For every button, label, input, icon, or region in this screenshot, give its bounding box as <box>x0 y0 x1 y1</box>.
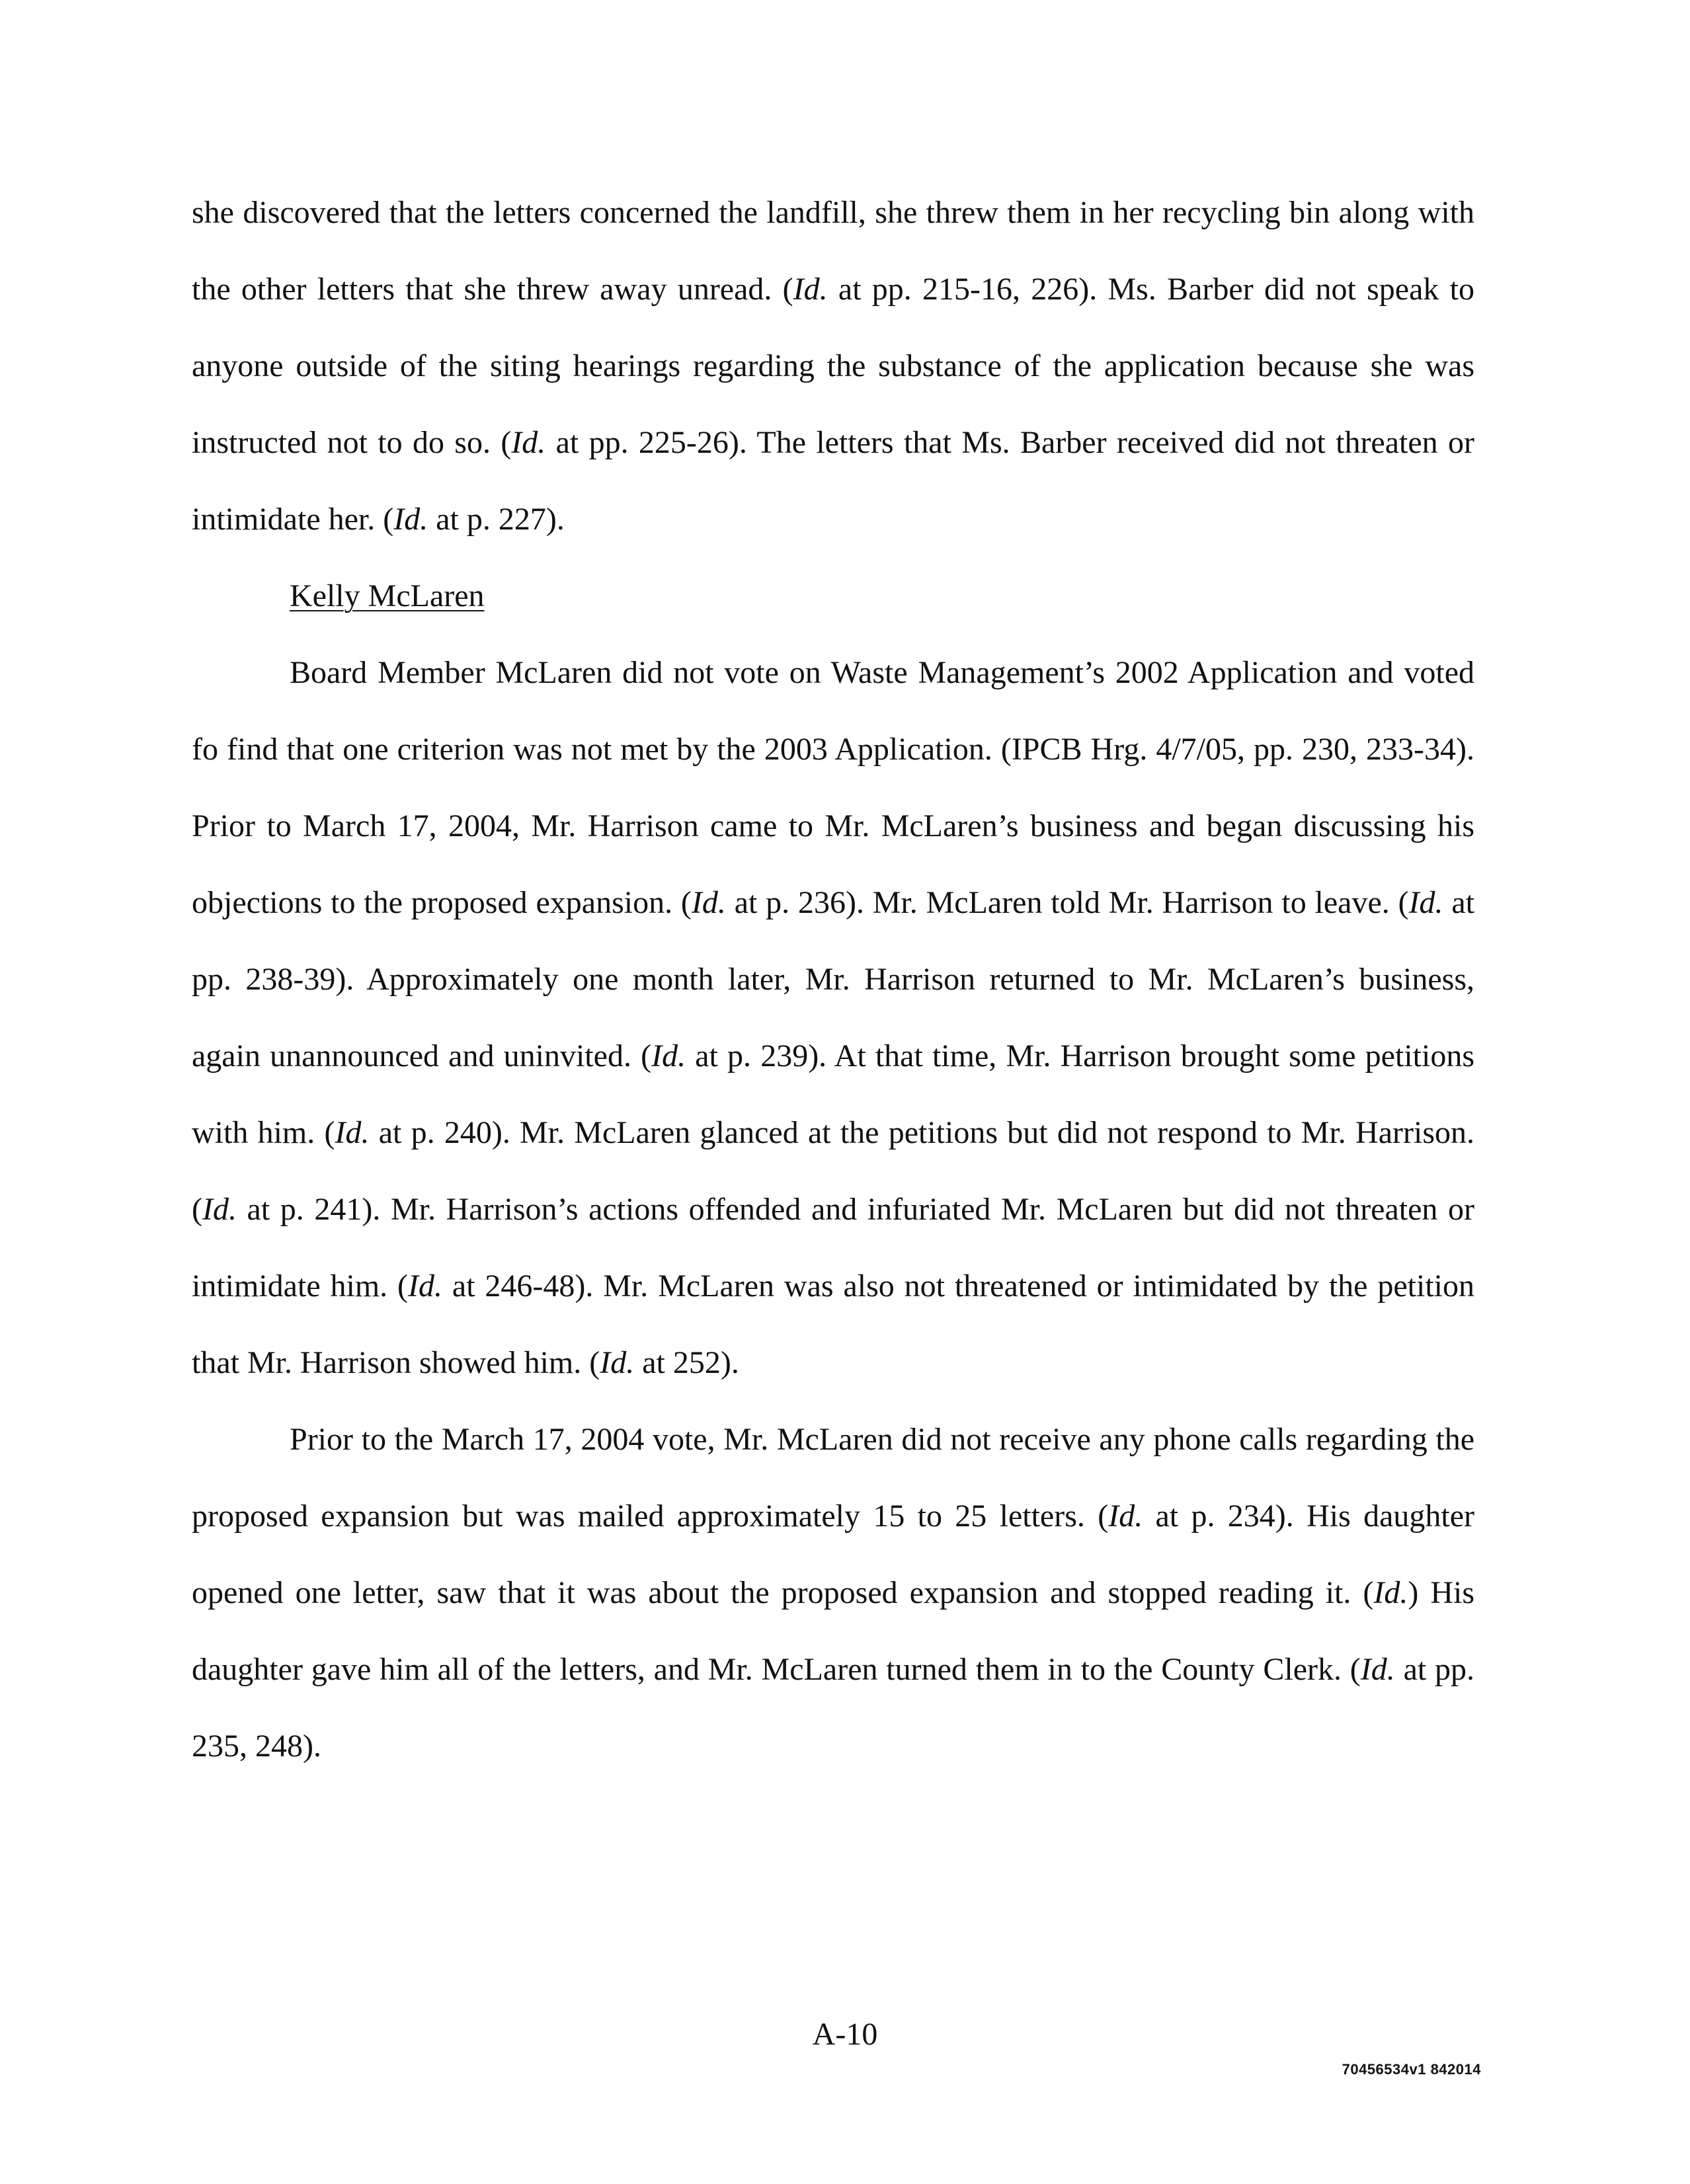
paragraph-text: ( <box>589 1345 600 1380</box>
paragraph-text: ( <box>641 1038 652 1073</box>
paragraph-text: she discovered that the letters concerned the landfill, she threw them in her recycling bin along with the other letters that she threw away unread. <box>192 195 1474 307</box>
paragraph-text: ( <box>1398 885 1409 920</box>
paragraph-text: at p. 227). <box>428 502 565 537</box>
paragraph-text: at p. 239). At that time, Mr. Harrison brought some petitions with him. <box>192 1038 1474 1150</box>
citation-id: Id. <box>600 1345 635 1380</box>
citation-id: Id. <box>793 272 828 307</box>
paragraph-text: at p. 240). Mr. McLaren glanced at the petitions but did not respond to Mr. Harrison. <box>369 1115 1474 1150</box>
paragraph-text: at pp. 235, 248). <box>192 1652 1475 1764</box>
section-heading-text: Kelly McLaren <box>290 578 485 613</box>
paragraph-text: at p. 236). Mr. McLaren told Mr. Harrison to leave. <box>725 885 1398 920</box>
paragraph-text: at pp. 238-39). Approximately one month later, Mr. Harrison returned to Mr. McLaren’s business, again unannounced and uninvited. <box>192 885 1474 1073</box>
paragraph-text: ) His daughter gave him all of the letters, and Mr. McLaren turned them in to the County Clerk. <box>192 1575 1475 1687</box>
citation-id: Id. <box>1108 1499 1143 1534</box>
paragraph-text: at p. 234). His daughter opened one letter, saw that it was about the proposed expansion and stopped reading it. <box>192 1499 1475 1610</box>
document-body <box>192 175 1474 1785</box>
paragraph-text: ( <box>782 272 793 307</box>
paragraph-text: ( <box>1363 1575 1374 1610</box>
document-id: 70456534v1 842014 <box>1342 2061 1481 2078</box>
paragraph-text: Prior to the March 17, 2004 vote, Mr. McLaren did not receive any phone calls regarding the proposed expansion but was mailed approximately 15 to 25 letters. <box>192 1422 1474 1534</box>
citation-id: Id. <box>202 1192 237 1227</box>
paragraph-text: ( <box>397 1268 409 1304</box>
citation-id: Id. <box>335 1115 370 1150</box>
citation-id: Id. <box>511 425 546 460</box>
citation-id: Id. <box>408 1268 443 1304</box>
paragraph-mclaren-letters <box>192 1401 1474 1785</box>
paragraph-barber-letters <box>192 175 1474 558</box>
paragraph-text: ( <box>383 502 394 537</box>
paragraph-text: ( <box>1098 1499 1109 1534</box>
section-heading <box>192 558 1474 635</box>
paragraph-text: at 246-48). Mr. McLaren was also not threatened or intimidated by the petition that Mr. Harrison showed him. <box>192 1268 1474 1380</box>
paragraph-text: ( <box>192 1192 202 1227</box>
citation-id: Id. <box>691 885 726 920</box>
page-number: A-10 <box>812 2017 878 2052</box>
paragraph-text: at p. 241). Mr. Harrison’s actions offended and infuriated Mr. McLaren but did not threaten or intimidate him. <box>192 1192 1474 1304</box>
paragraph-text: at pp. 215-16, 226). Ms. Barber did not speak to anyone outside of the siting hearings regarding the substance of the application because she was instructed not to do so. <box>192 272 1474 460</box>
citation-id: Id. <box>393 502 428 537</box>
paragraph-mclaren-vote <box>192 635 1474 1401</box>
citation-id: Id. <box>1373 1575 1408 1610</box>
paragraph-text: at pp. 225-26). The letters that Ms. Barber received did not threaten or intimidate her. <box>192 425 1474 537</box>
paragraph-text: ( <box>324 1115 335 1150</box>
citation-id: Id. <box>651 1038 686 1073</box>
paragraph-text: at 252). <box>634 1345 739 1380</box>
citation-id: Id. <box>1360 1652 1395 1687</box>
paragraph-text: Board Member McLaren did not vote on Waste Management’s 2002 Application and voted fo find that one criterion was not met by the 2003 Application. (IPCB Hrg. 4/7/05, pp. 230, 233-34). Prior to March 17, 2004, Mr. Harrison came to Mr. McLaren’s business and began discussing his objections to the proposed expansion. <box>192 655 1474 920</box>
paragraph-text: ( <box>680 885 692 920</box>
paragraph-text: ( <box>501 425 512 460</box>
citation-id: Id. <box>1408 885 1443 920</box>
paragraph-text: ( <box>1349 1652 1361 1687</box>
